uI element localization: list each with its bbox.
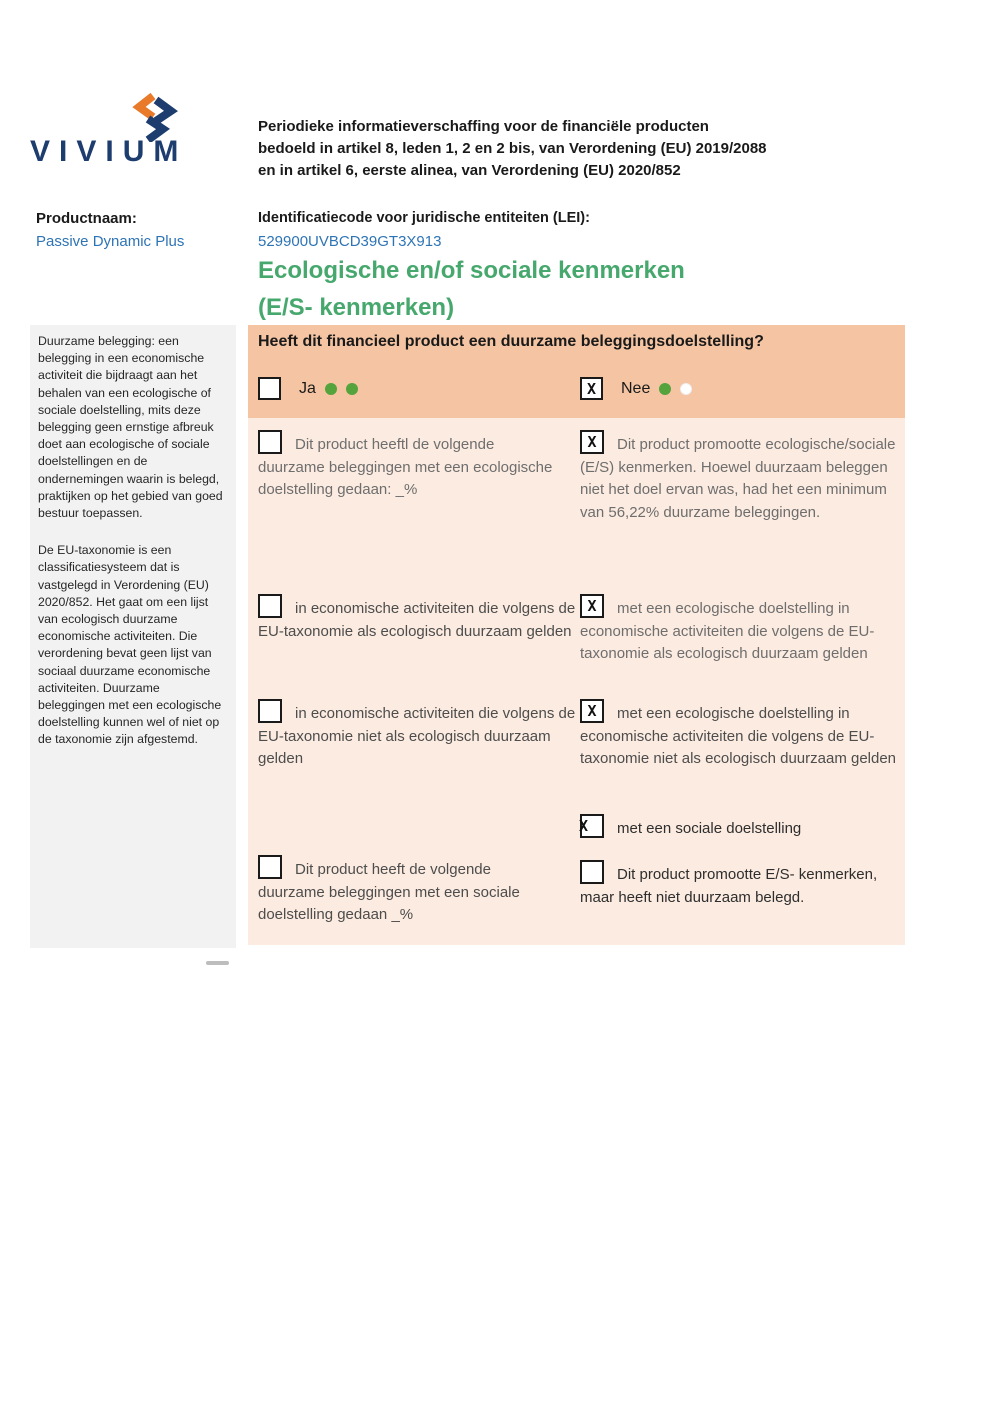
page-title bbox=[258, 252, 878, 326]
vivium-wordmark: VIVIUM bbox=[30, 135, 188, 168]
option-checkbox[interactable] bbox=[258, 699, 282, 723]
answer-nee bbox=[580, 377, 692, 400]
regulation-header-line2: bedoeld in artikel 8, leden 1, 2 en 2 bis, van Verordening (EU) 2019/2088 bbox=[258, 140, 767, 157]
option-text: Dit product heeftl de volgende duurzame beleggingen met een ecologische doelstelling gedaan: _% bbox=[258, 436, 553, 498]
option-checkbox[interactable] bbox=[258, 430, 282, 454]
option-checkbox[interactable]: X bbox=[580, 699, 604, 723]
green-dot-icon bbox=[325, 383, 337, 395]
option-right-niet-duurzaam-belegd bbox=[580, 860, 904, 909]
option-text: in economische activiteiten die volgens de EU-taxonomie niet als ecologisch duurzaam gelden bbox=[258, 705, 576, 767]
regulation-header bbox=[258, 116, 858, 182]
product-name-label: Productnaam: bbox=[36, 210, 137, 227]
option-right-promootte-es bbox=[580, 430, 898, 524]
scan-artifact-dash bbox=[206, 961, 229, 965]
option-text: met een ecologische doelstelling in economische activiteiten die volgens de EU-taxonomie niet als ecologisch duurzaam gelden bbox=[580, 705, 897, 767]
option-checkbox[interactable]: X bbox=[580, 814, 604, 838]
lei-label: Identificatiecode voor juridische entiteiten (LEI): bbox=[258, 210, 590, 226]
regulation-header-line1: Periodieke informatieverschaffing voor de financiële producten bbox=[258, 118, 709, 135]
options-panel bbox=[248, 418, 905, 945]
lei-value: 529900UVBCD39GT3X913 bbox=[258, 233, 442, 250]
white-dot-icon bbox=[680, 383, 692, 395]
option-checkbox[interactable] bbox=[580, 860, 604, 884]
option-left-taxonomie-niet-duurzaam bbox=[258, 699, 582, 771]
nee-label: Nee bbox=[621, 379, 651, 397]
option-checkbox[interactable]: X bbox=[580, 430, 604, 454]
green-dot-icon bbox=[659, 383, 671, 395]
option-left-taxonomie-duurzaam bbox=[258, 594, 576, 643]
question-text: Heeft dit financieel product een duurzame beleggingsdoelstelling? bbox=[258, 333, 764, 350]
option-checkbox[interactable] bbox=[258, 594, 282, 618]
answer-ja bbox=[258, 377, 358, 400]
option-text: met een sociale doelstelling bbox=[617, 820, 802, 837]
nee-checkbox[interactable]: X bbox=[580, 377, 603, 400]
option-right-sociale-doelstelling bbox=[580, 814, 898, 841]
option-checkbox[interactable]: X bbox=[580, 594, 604, 618]
option-text: Dit product promootte E/S- kenmerken, maar heeft niet duurzaam belegd. bbox=[580, 866, 878, 906]
definition-duurzame-belegging: Duurzame belegging: een belegging in een economische activiteit die bijdraagt aan het behalen van een ecologische of sociale doelstelling, mits deze belegging geen ernstige afbreuk doet aan ecologische of sociale doelstellingen en de ondernemingen waarin is belegd, praktijken op het gebied van goed bestuur toepassen. bbox=[38, 334, 223, 521]
definition-eu-taxonomie: De EU-taxonomie is een classificatiesysteem dat is vastgelegd in Verordening (EU) 2020/852. Het gaat om een lijst van ecologisch duurzame economische activiteiten. Die verordening bevat geen lijst van sociaal duurzame economische activiteiten. Duurzame beleggingen met een ecologische doelstelling kunnen wel of niet op de taxonomie zijn afgestemd. bbox=[38, 543, 222, 747]
option-right-eco-taxonomie-niet-duurzaam bbox=[580, 699, 898, 771]
option-checkbox[interactable] bbox=[258, 855, 282, 879]
regulation-header-line3: en in artikel 6, eerste alinea, van Verordening (EU) 2020/852 bbox=[258, 162, 681, 179]
sidebar-definitions bbox=[30, 325, 236, 948]
option-right-eco-taxonomie-duurzaam bbox=[580, 594, 898, 666]
option-text: Dit product heeft de volgende duurzame beleggingen met een sociale doelstelling gedaan _% bbox=[258, 861, 520, 923]
page-title-line2: (E/S- kenmerken) bbox=[258, 294, 455, 321]
option-left-sociale-gedaan bbox=[258, 855, 558, 927]
option-left-ecologisch-gedaan bbox=[258, 430, 558, 502]
green-dot-icon bbox=[346, 383, 358, 395]
option-text: Dit product promootte ecologische/sociale (E/S) kenmerken. Hoewel duurzaam beleggen niet het doel ervan was, had het een minimum van 56,22% duurzame beleggingen. bbox=[580, 436, 896, 521]
option-text: met een ecologische doelstelling in economische activiteiten die volgens de EU-taxonomie als ecologisch duurzaam gelden bbox=[580, 600, 875, 662]
ja-label: Ja bbox=[299, 379, 316, 397]
page-title-line1: Ecologische en/of sociale kenmerken bbox=[258, 257, 685, 284]
ja-checkbox[interactable] bbox=[258, 377, 281, 400]
question-band bbox=[248, 325, 905, 418]
product-name-value: Passive Dynamic Plus bbox=[36, 233, 185, 250]
option-text: in economische activiteiten die volgens de EU-taxonomie als ecologisch duurzaam gelden bbox=[258, 600, 576, 640]
